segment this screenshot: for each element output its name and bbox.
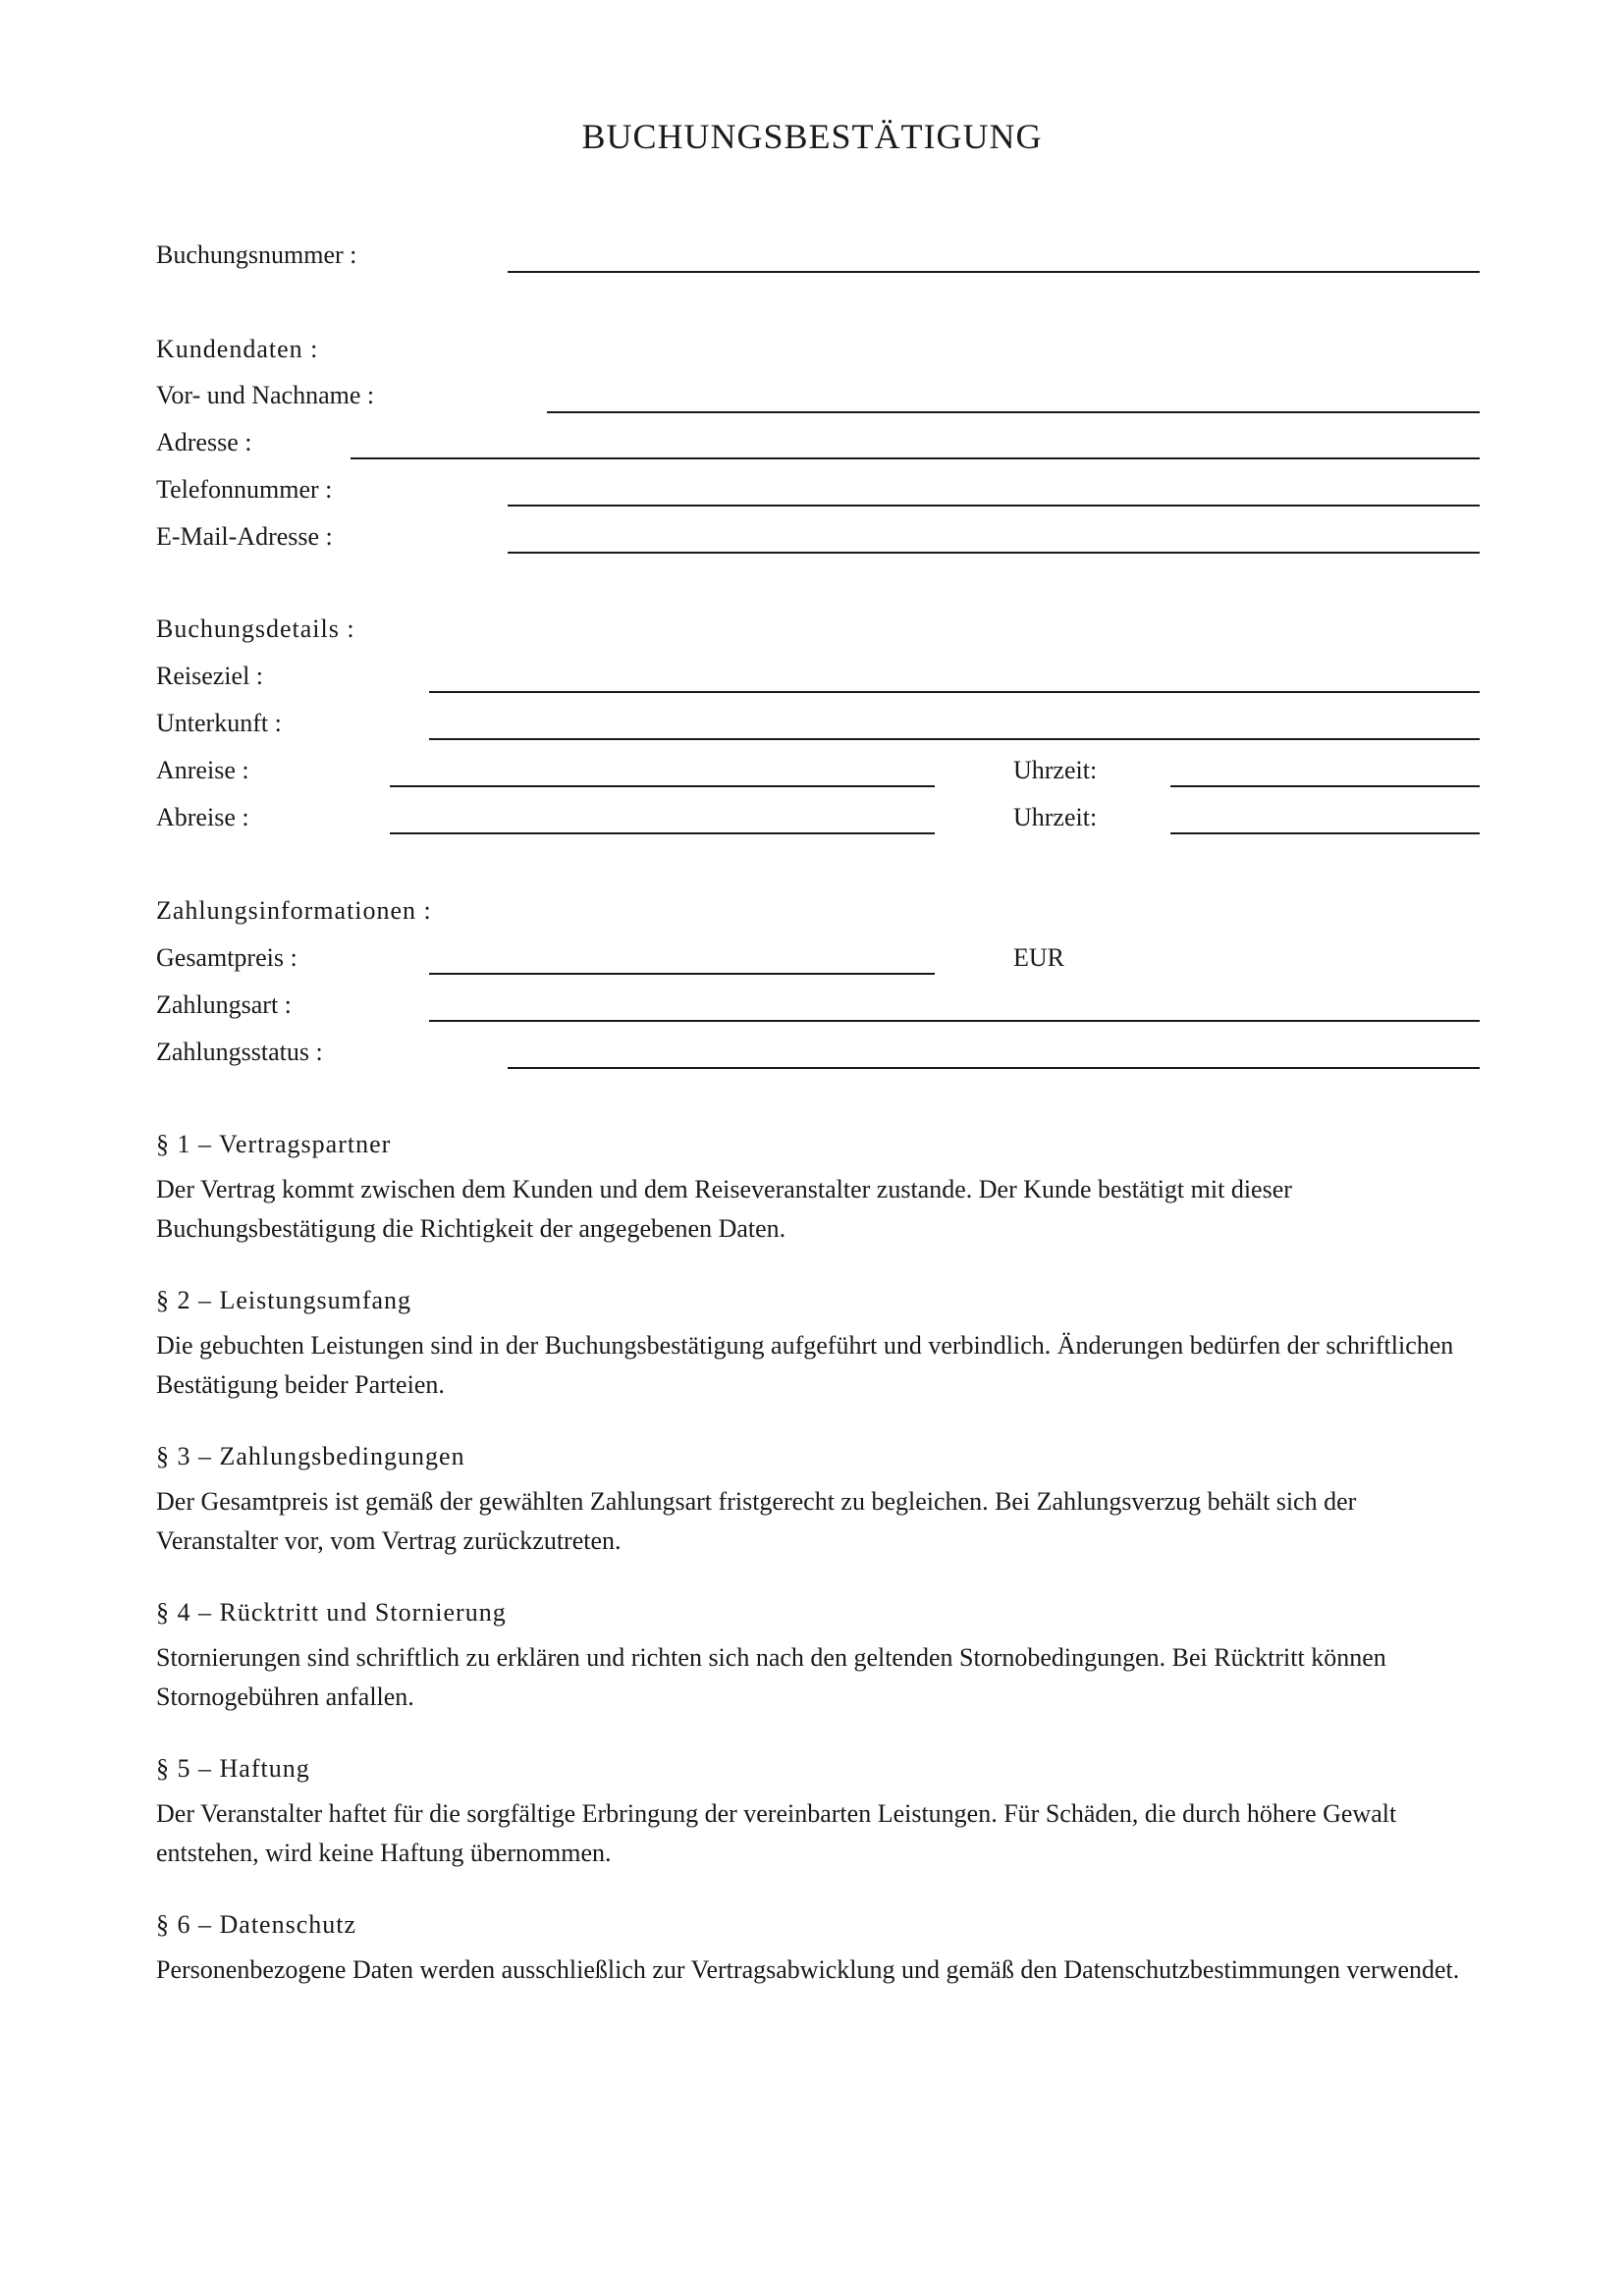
currency-label: EUR (1013, 943, 1064, 972)
accommodation-label: Unterkunft : (156, 709, 282, 737)
email-field[interactable] (508, 552, 1480, 554)
section-1-text: Der Vertrag kommt zwischen dem Kunden und dem Reiseveranstalter zustande. Der Kunde bestätigt mit dieser Buchungsbestätigung die Richtigkeit der angegebenen Daten. (156, 1175, 1292, 1243)
total-price-field[interactable] (429, 973, 935, 975)
email-label: E-Mail-Adresse : (156, 522, 333, 551)
payment-status-label: Zahlungsstatus : (156, 1038, 323, 1066)
section-2-text: Die gebuchten Leistungen sind in der Buchungsbestätigung aufgeführt und verbindlich. Änderungen bedürfen der schriftlichen Bestätigung beider Parteien. (156, 1331, 1454, 1399)
departure-time-field[interactable] (1170, 832, 1480, 834)
booking-number-field[interactable] (508, 271, 1480, 273)
section-5-text: Der Veranstalter haftet für die sorgfältige Erbringung der vereinbarten Leistungen. Für Schäden, die durch höhere Gewalt entstehen, wird keine Haftung übernommen. (156, 1799, 1397, 1867)
accommodation-field[interactable] (429, 738, 1480, 740)
section-6-text: Personenbezogene Daten werden ausschließlich zur Vertragsabwicklung und gemäß den Datenschutzbestimmungen verwendet. (156, 1955, 1460, 1984)
section-4-text: Stornierungen sind schriftlich zu erklären und richten sich nach den geltenden Stornobedingungen. Bei Rücktritt können Stornogebühren anfallen. (156, 1643, 1386, 1711)
section-2-heading: § 2 – Leistungsumfang (156, 1286, 412, 1314)
arrival-time-label: Uhrzeit: (1013, 756, 1098, 784)
departure-time-label: Uhrzeit: (1013, 803, 1098, 831)
arrival-label: Anreise : (156, 756, 249, 784)
section-6-heading: § 6 – Datenschutz (156, 1910, 357, 1939)
section-3-text: Der Gesamtpreis ist gemäß der gewählten Zahlungsart fristgerecht zu begleichen. Bei Zahlungsverzug behält sich der Veranstalter vor, vom Vertrag zurückzutreten. (156, 1487, 1357, 1555)
destination-label: Reiseziel : (156, 662, 264, 690)
departure-label: Abreise : (156, 803, 249, 831)
address-label: Adresse : (156, 428, 252, 456)
section-3-heading: § 3 – Zahlungsbedingungen (156, 1442, 465, 1470)
booking-number-label: Buchungsnummer : (156, 240, 357, 269)
payment-method-field[interactable] (429, 1020, 1480, 1022)
total-price-label: Gesamtpreis : (156, 943, 298, 972)
arrival-date-field[interactable] (390, 785, 935, 787)
phone-field[interactable] (508, 505, 1480, 507)
document-title: BUCHUNGSBESTÄTIGUNG (581, 117, 1043, 156)
section-4-heading: § 4 – Rücktritt und Stornierung (156, 1598, 507, 1627)
address-field[interactable] (351, 457, 1480, 459)
payment-method-label: Zahlungsart : (156, 990, 292, 1019)
payment-heading: Zahlungsinformationen : (156, 896, 432, 925)
booking-details-heading: Buchungsdetails : (156, 614, 355, 643)
destination-field[interactable] (429, 691, 1480, 693)
name-label: Vor- und Nachname : (156, 381, 375, 409)
arrival-time-field[interactable] (1170, 785, 1480, 787)
section-5-heading: § 5 – Haftung (156, 1754, 310, 1783)
payment-status-field[interactable] (508, 1067, 1480, 1069)
phone-label: Telefonnummer : (156, 475, 333, 504)
departure-date-field[interactable] (390, 832, 935, 834)
section-1-heading: § 1 – Vertragspartner (156, 1130, 392, 1158)
name-field[interactable] (547, 411, 1480, 413)
customer-heading: Kundendaten : (156, 335, 319, 363)
